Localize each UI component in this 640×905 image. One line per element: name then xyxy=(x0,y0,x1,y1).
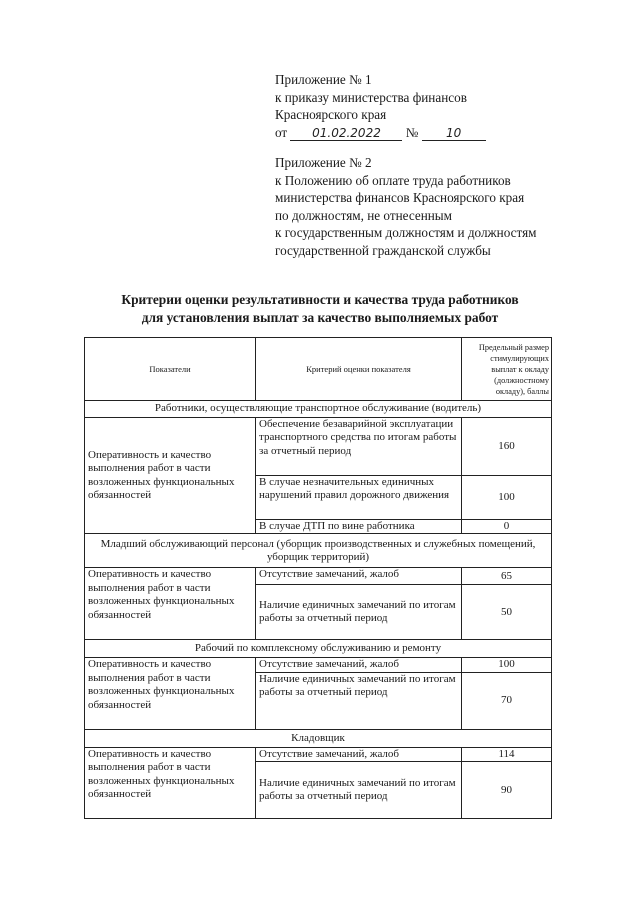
points-cell: 100 xyxy=(462,476,552,520)
appendix2-block xyxy=(275,154,537,260)
points-cell: 100 xyxy=(462,658,552,672)
section-title: Рабочий по комплексному обслуживанию и ремонту xyxy=(85,640,552,658)
criterion-cell: Отсутствие замечаний, жалоб xyxy=(256,747,462,761)
points-cell: 50 xyxy=(462,585,552,640)
handwritten-date: 01.02.2022 xyxy=(290,127,402,141)
indicator-cell: Оперативность и качество выполнения работ в части возложенных функциональных обязанностей xyxy=(85,568,256,640)
points-cell: 65 xyxy=(462,568,552,585)
document-title-line2: для установления выплат за качество выполняемых работ xyxy=(141,310,499,325)
appendix1-line3: Красноярского края xyxy=(275,107,387,123)
table-row xyxy=(85,568,552,585)
number-prefix: № xyxy=(405,124,419,140)
section-row xyxy=(85,640,552,658)
table-row xyxy=(85,747,552,761)
table-header-row xyxy=(85,338,552,401)
criterion-cell: Отсутствие замечаний, жалоб xyxy=(256,568,462,585)
appendix2-line1: Приложение № 2 xyxy=(275,155,372,170)
header-criterion: Критерий оценки показателя xyxy=(256,338,462,401)
indicator-cell: Оперативность и качество выполнения работ в части возложенных функциональных обязанностей xyxy=(85,658,256,729)
points-cell: 90 xyxy=(462,762,552,819)
section-row xyxy=(85,729,552,747)
criterion-cell: Наличие единичных замечаний по итогам работы за отчетный период xyxy=(256,762,462,819)
date-prefix: от xyxy=(275,124,288,140)
appendix1-date-line xyxy=(275,124,486,142)
criterion-cell: Обеспечение безаварийной эксплуатации транспортного средства по итогам работы за отчетный период xyxy=(256,418,462,476)
appendix1-block xyxy=(275,71,486,141)
criterion-cell: В случае ДТП по вине работника xyxy=(256,520,462,534)
appendix2-line3: министерства финансов Красноярского края xyxy=(275,190,525,206)
header-indicators: Показатели xyxy=(85,338,256,401)
section-row xyxy=(85,534,552,568)
criterion-cell: Наличие единичных замечаний по итогам работы за отчетный период xyxy=(256,672,462,729)
document-title-line1: Критерии оценки результативности и качества труда работников xyxy=(121,292,519,307)
appendix2-line6: государственной гражданской службы xyxy=(275,242,491,258)
criterion-cell: В случае незначительных единичных нарушений правил дорожного движения xyxy=(256,476,462,520)
section-title: Работники, осуществляющие транспортное обслуживание (водитель) xyxy=(85,401,552,418)
appendix2-line5: к государственным должностям и должностям xyxy=(275,225,537,241)
appendix1-line1: Приложение № 1 xyxy=(275,72,372,87)
points-cell: 70 xyxy=(462,672,552,729)
criterion-cell: Наличие единичных замечаний по итогам работы за отчетный период xyxy=(256,585,462,640)
indicator-cell: Оперативность и качество выполнения работ в части возложенных функциональных обязанностей xyxy=(85,418,256,534)
header-max-points: Предельный размер стимулирующих выплат к окладу (должностному окладу), баллы xyxy=(462,338,552,401)
points-cell: 160 xyxy=(462,418,552,476)
criteria-table xyxy=(84,337,552,819)
appendix1-line2: к приказу министерства финансов xyxy=(275,89,467,105)
appendix2-line2: к Положению об оплате труда работников xyxy=(275,172,511,188)
table-row xyxy=(85,418,552,476)
points-cell: 0 xyxy=(462,520,552,534)
section-title: Младший обслуживающий персонал (уборщик производственных и служебных помещений, уборщик территорий) xyxy=(85,534,552,568)
handwritten-number: 10 xyxy=(422,127,486,141)
table-row xyxy=(85,658,552,672)
indicator-cell: Оперативность и качество выполнения работ в части возложенных функциональных обязанностей xyxy=(85,747,256,818)
points-cell: 114 xyxy=(462,747,552,761)
criterion-cell: Отсутствие замечаний, жалоб xyxy=(256,658,462,672)
section-title: Кладовщик xyxy=(85,729,552,747)
section-row xyxy=(85,401,552,418)
appendix2-line4: по должностям, не отнесенным xyxy=(275,207,453,223)
